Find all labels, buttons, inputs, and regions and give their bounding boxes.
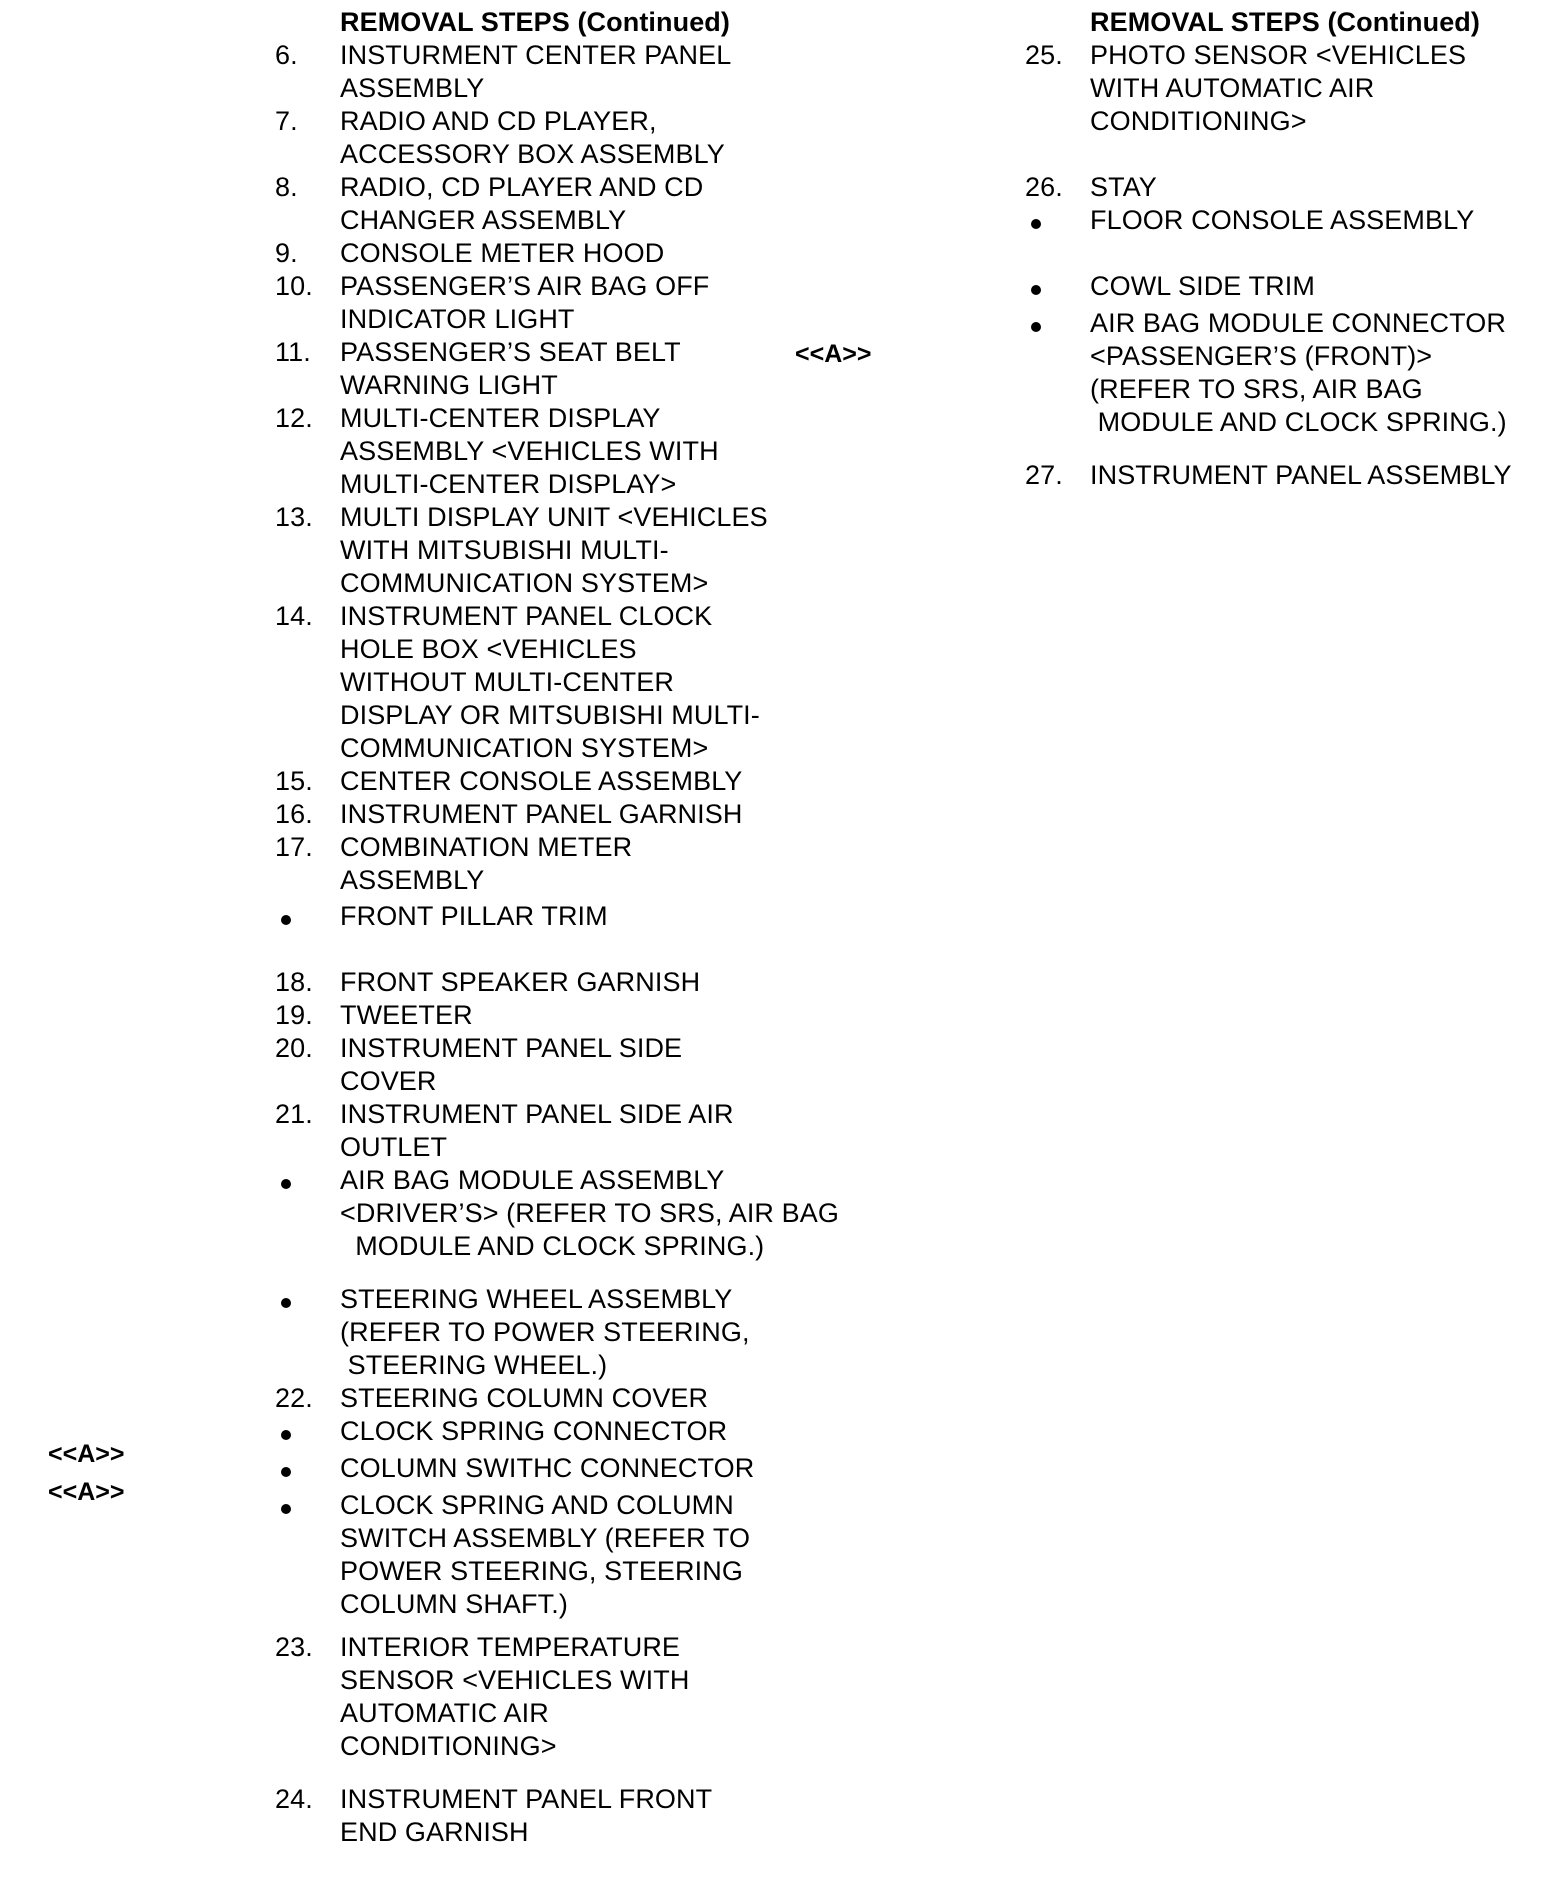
step-number: 16. [275, 799, 313, 829]
step-number: 13. [275, 502, 313, 532]
step-text-line: (REFER TO SRS, AIR BAG [1090, 374, 1423, 404]
bullet-icon [281, 1298, 291, 1308]
removal-step [340, 1489, 895, 1621]
bullet-icon [281, 915, 291, 925]
step-text-line: STEERING WHEEL ASSEMBLY [340, 1284, 733, 1314]
step-text-line: OUTLET [340, 1132, 448, 1162]
removal-step [275, 798, 895, 831]
step-number: 24. [275, 1784, 313, 1814]
removal-step [275, 1631, 895, 1763]
bullet-icon [281, 1430, 291, 1440]
removal-step [275, 105, 895, 171]
removal-step [1025, 39, 1565, 138]
step-text-line: PHOTO SENSOR <VEHICLES [1090, 40, 1467, 70]
step-text-line: WITH MITSUBISHI MULTI- [340, 535, 669, 565]
removal-step [275, 402, 895, 501]
step-text-line: MULTI-CENTER DISPLAY [340, 403, 661, 433]
removal-step [275, 831, 895, 897]
bullet-icon [1031, 285, 1041, 295]
step-number: 18. [275, 967, 313, 997]
step-text-line: INDICATOR LIGHT [340, 304, 575, 334]
removal-step [275, 1382, 895, 1415]
step-text-line: AIR BAG MODULE ASSEMBLY [340, 1165, 725, 1195]
removal-step [340, 1415, 895, 1448]
bullet-icon [281, 1179, 291, 1189]
step-number: 21. [275, 1099, 313, 1129]
step-number: 20. [275, 1033, 313, 1063]
step-text-line: ASSEMBLY <VEHICLES WITH [340, 436, 719, 466]
step-text-line: COVER [340, 1066, 437, 1096]
procedure-marker-a: <<A>> [795, 340, 872, 368]
step-text-line: CLOCK SPRING AND COLUMN [340, 1490, 734, 1520]
step-text-line: INSTRUMENT PANEL FRONT [340, 1784, 713, 1814]
step-text-line: INSTRUMENT PANEL ASSEMBLY [1090, 460, 1512, 490]
step-text-line: INSTRUMENT PANEL GARNISH [340, 799, 743, 829]
step-text-line: AUTOMATIC AIR [340, 1698, 549, 1728]
step-text-line: INSTRUMENT PANEL SIDE [340, 1033, 683, 1063]
step-text-line: COMBINATION METER [340, 832, 633, 862]
step-text-line: CONDITIONING> [1090, 106, 1307, 136]
removal-step [275, 270, 895, 336]
step-number: 17. [275, 832, 313, 862]
step-number: 19. [275, 1000, 313, 1030]
step-text-line: (REFER TO POWER STEERING, [340, 1317, 750, 1347]
step-number: 26. [1025, 172, 1063, 202]
left-column [275, 6, 895, 1849]
removal-step [275, 966, 895, 999]
step-text-line: COMMUNICATION SYSTEM> [340, 733, 709, 763]
step-text-line: CONSOLE METER HOOD [340, 238, 665, 268]
step-number: 15. [275, 766, 313, 796]
step-text-line: PASSENGER’S AIR BAG OFF [340, 271, 710, 301]
removal-step [275, 1783, 895, 1849]
step-text-line: <PASSENGER’S (FRONT)> [1090, 341, 1433, 371]
step-text-line: FRONT PILLAR TRIM [340, 901, 608, 931]
step-text-line: STEERING COLUMN COVER [340, 1383, 709, 1413]
removal-step [1090, 307, 1565, 439]
step-number: 12. [275, 403, 313, 433]
step-number: 9. [275, 238, 298, 268]
removal-step [340, 1283, 895, 1382]
step-text-line: SENSOR <VEHICLES WITH [340, 1665, 690, 1695]
removal-step [275, 999, 895, 1032]
step-text-line: COWL SIDE TRIM [1090, 271, 1315, 301]
removal-step [275, 39, 895, 105]
removal-step [275, 1032, 895, 1098]
step-text-line: STEERING WHEEL.) [340, 1350, 608, 1380]
step-text-line: SWITCH ASSEMBLY (REFER TO [340, 1523, 751, 1553]
step-number: 14. [275, 601, 313, 631]
step-text-line: CHANGER ASSEMBLY [340, 205, 627, 235]
removal-step [340, 1164, 895, 1263]
step-text-line: STAY [1090, 172, 1157, 202]
step-number: 22. [275, 1383, 313, 1413]
procedure-marker-a: <<A>> [48, 1478, 125, 1506]
removal-step [275, 237, 895, 270]
step-text-line: AIR BAG MODULE CONNECTOR [1090, 308, 1506, 338]
step-text-line: CONDITIONING> [340, 1731, 557, 1761]
bullet-icon [1031, 322, 1041, 332]
step-text-line: <DRIVER’S> (REFER TO SRS, AIR BAG [340, 1198, 839, 1228]
step-number: 6. [275, 40, 298, 70]
step-text-line: FRONT SPEAKER GARNISH [340, 967, 701, 997]
step-text-line: CENTER CONSOLE ASSEMBLY [340, 766, 743, 796]
step-text-line: FLOOR CONSOLE ASSEMBLY [1090, 205, 1475, 235]
step-text-line: INSTURMENT CENTER PANEL [340, 40, 732, 70]
step-number: 10. [275, 271, 313, 301]
step-text-line: INSTRUMENT PANEL CLOCK [340, 601, 713, 631]
step-number: 25. [1025, 40, 1063, 70]
step-text-line: TWEETER [340, 1000, 473, 1030]
step-number: 8. [275, 172, 298, 202]
bullet-icon [281, 1504, 291, 1514]
step-text-line: HOLE BOX <VEHICLES [340, 634, 637, 664]
right-column [1025, 6, 1565, 492]
step-text-line: END GARNISH [340, 1817, 529, 1847]
step-text-line: ASSEMBLY [340, 73, 485, 103]
removal-step [340, 1452, 895, 1485]
step-text-line: MODULE AND CLOCK SPRING.) [1090, 407, 1507, 437]
step-text-line: ASSEMBLY [340, 865, 485, 895]
step-text-line: INSTRUMENT PANEL SIDE AIR [340, 1099, 734, 1129]
step-text-line: COMMUNICATION SYSTEM> [340, 568, 709, 598]
step-text-line: MODULE AND CLOCK SPRING.) [340, 1231, 765, 1261]
step-text-line: WITH AUTOMATIC AIR [1090, 73, 1375, 103]
step-text-line: MULTI DISPLAY UNIT <VEHICLES [340, 502, 768, 532]
step-text-line: CLOCK SPRING CONNECTOR [340, 1416, 728, 1446]
removal-step [275, 171, 895, 237]
removal-step [275, 765, 895, 798]
step-text-line: WARNING LIGHT [340, 370, 558, 400]
step-text-line: ACCESSORY BOX ASSEMBLY [340, 139, 725, 169]
step-text-line: COLUMN SWITHC CONNECTOR [340, 1453, 755, 1483]
step-text-line: PASSENGER’S SEAT BELT [340, 337, 681, 367]
removal-step [275, 501, 895, 600]
step-text-line: WITHOUT MULTI-CENTER [340, 667, 674, 697]
step-text-line: COLUMN SHAFT.) [340, 1589, 568, 1619]
step-number: 27. [1025, 460, 1063, 490]
step-number: 7. [275, 106, 298, 136]
step-text-line: RADIO, CD PLAYER AND CD [340, 172, 704, 202]
removal-step [1025, 459, 1565, 492]
step-text-line: INTERIOR TEMPERATURE [340, 1632, 681, 1662]
procedure-marker-a: <<A>> [48, 1440, 125, 1468]
bullet-icon [281, 1467, 291, 1477]
step-text-line: RADIO AND CD PLAYER, [340, 106, 657, 136]
removal-step [1090, 204, 1565, 237]
step-number: 11. [275, 337, 311, 367]
removal-step [275, 600, 895, 765]
left-column-heading: REMOVAL STEPS (Continued) [340, 7, 730, 37]
step-text-line: DISPLAY OR MITSUBISHI MULTI- [340, 700, 760, 730]
step-text-line: POWER STEERING, STEERING [340, 1556, 743, 1586]
step-text-line: MULTI-CENTER DISPLAY> [340, 469, 677, 499]
removal-step [1090, 270, 1565, 303]
bullet-icon [1031, 219, 1041, 229]
right-column-heading: REMOVAL STEPS (Continued) [1090, 7, 1480, 37]
removal-step [275, 1098, 895, 1164]
step-number: 23. [275, 1632, 313, 1662]
removal-step [1025, 171, 1565, 204]
removal-step [340, 900, 895, 933]
